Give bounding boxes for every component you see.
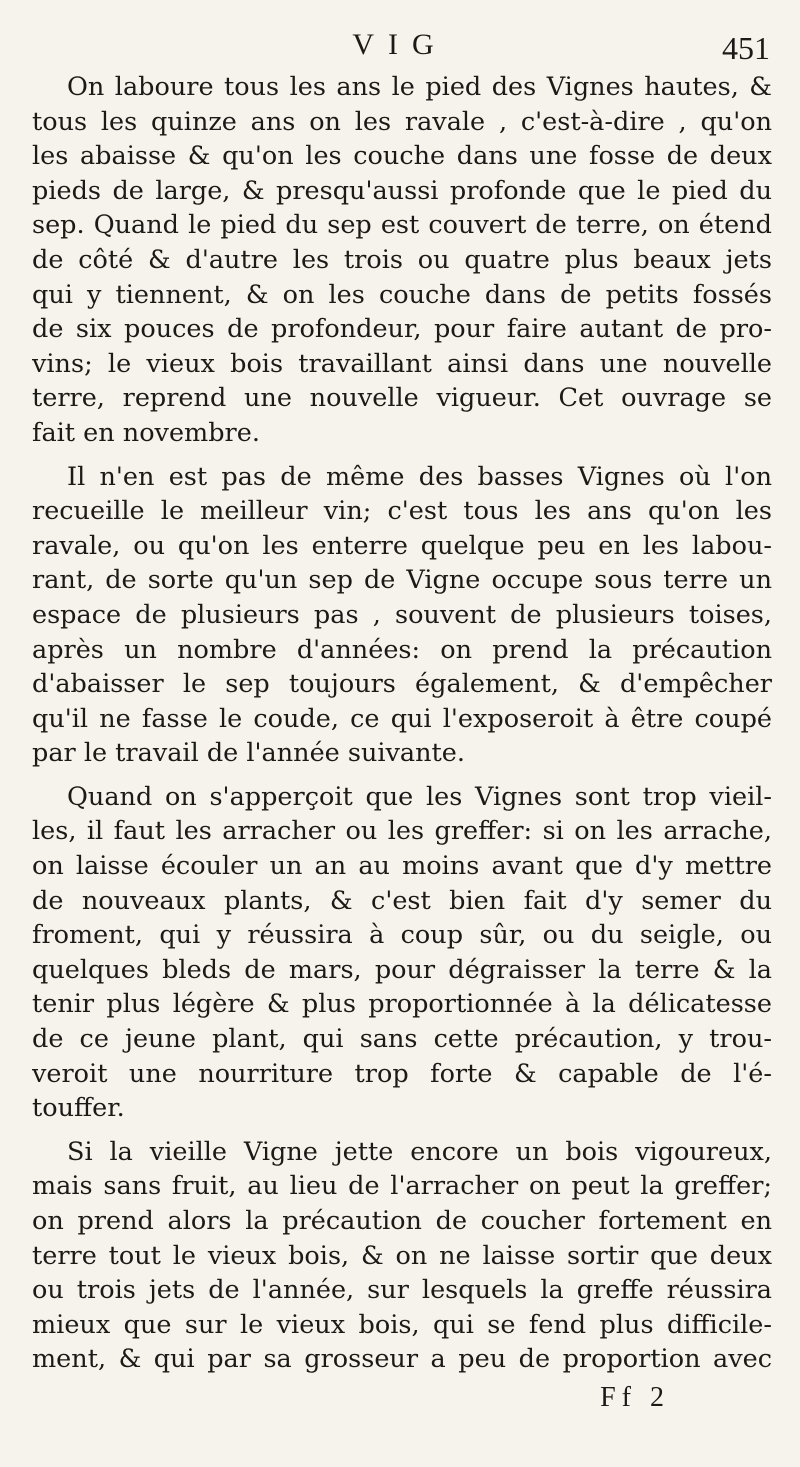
text-line: les abaisse & qu'on les couche dans une fosse de deux bbox=[32, 141, 772, 172]
page-header bbox=[0, 28, 800, 68]
text-line: espace de plusieurs pas , souvent de plusieurs toises, bbox=[32, 599, 772, 630]
text-line: on prend alors la précaution de coucher fortement en bbox=[32, 1206, 772, 1236]
text-line: de nouveaux plants, & c'est bien fait d'y semer du bbox=[32, 885, 772, 916]
text-line: ment, & qui par sa grosseur a peu de proportion avec bbox=[32, 1344, 772, 1375]
text-line: froment, qui y réussira à coup sûr, ou du seigle, ou bbox=[32, 920, 772, 951]
text-line: Si la vieille Vigne jette encore un bois vigoureux, bbox=[67, 1136, 772, 1167]
text-line: d'abaisser le sep toujours également, & d'empêcher bbox=[32, 669, 772, 700]
text-line: Il n'en est pas de même des basses Vignes où l'on bbox=[67, 461, 772, 492]
text-line: de côté & d'autre les trois ou quatre plus beaux jets bbox=[32, 244, 772, 275]
running-head: VIG bbox=[352, 28, 448, 61]
text-line: tous les quinze ans on les ravale , c'est-à-dire , qu'on bbox=[32, 106, 772, 137]
text-line: après un nombre d'années: on prend la précaution bbox=[32, 634, 772, 665]
text-line: veroit une nourriture trop forte & capable de l'é- bbox=[32, 1058, 772, 1089]
paragraph bbox=[32, 70, 772, 451]
text-line: ravale, ou qu'on les enterre quelque peu en les labou- bbox=[32, 530, 772, 561]
body-text bbox=[32, 70, 772, 1386]
text-line: rant, de sorte qu'un sep de Vigne occupe sous terre un bbox=[32, 565, 772, 596]
text-line: fait en novembre. bbox=[32, 417, 260, 448]
text-line: recueille le meilleur vin; c'est tous les ans qu'on les bbox=[32, 496, 772, 527]
text-line: mais sans fruit, au lieu de l'arracher on peut la greffer; bbox=[32, 1171, 772, 1202]
text-line: vins; le vieux bois travaillant ainsi dans une nouvelle bbox=[32, 348, 772, 379]
text-line: terre, reprend une nouvelle vigueur. Cet ouvrage se bbox=[32, 383, 772, 414]
text-line: de six pouces de profondeur, pour faire autant de pro- bbox=[32, 314, 772, 345]
text-line: on laisse écouler un an au moins avant que d'y mettre bbox=[32, 851, 772, 882]
signature-mark: Ff 2 bbox=[600, 1382, 670, 1413]
paragraph bbox=[32, 460, 772, 771]
page-number: 451 bbox=[722, 30, 770, 66]
text-line: les, il faut les arracher ou les greffer: si on les arrache, bbox=[32, 816, 772, 847]
text-line: touffer. bbox=[32, 1093, 125, 1124]
text-line: Quand on s'apperçoit que les Vignes sont trop vieil- bbox=[67, 781, 772, 812]
text-line: mieux que sur le vieux bois, qui se fend plus difficile- bbox=[32, 1309, 772, 1340]
text-line: sep. Quand le pied du sep est couvert de terre, on étend bbox=[32, 210, 772, 241]
paragraph bbox=[32, 1135, 772, 1377]
text-line: ou trois jets de l'année, sur lesquels la greffe réussira bbox=[32, 1275, 772, 1306]
text-line: par le travail de l'année suivante. bbox=[32, 738, 466, 769]
text-line: qui y tiennent, & on les couche dans de petits fossés bbox=[32, 279, 772, 310]
text-line: pieds de large, & presqu'aussi profonde que le pied du bbox=[32, 175, 772, 206]
paragraph bbox=[32, 780, 772, 1126]
text-line: de ce jeune plant, qui sans cette précaution, y trou- bbox=[32, 1024, 772, 1055]
text-line: terre tout le vieux bois, & on ne laisse sortir que deux bbox=[32, 1240, 772, 1271]
text-line: tenir plus légère & plus proportionnée à la délicatesse bbox=[32, 989, 772, 1020]
text-line: quelques bleds de mars, pour dégraisser la terre & la bbox=[32, 954, 772, 985]
text-line: On laboure tous les ans le pied des Vignes hautes, & bbox=[67, 72, 772, 102]
text-line: qu'il ne fasse le coude, ce qui l'exposeroit à être coupé bbox=[32, 703, 772, 734]
